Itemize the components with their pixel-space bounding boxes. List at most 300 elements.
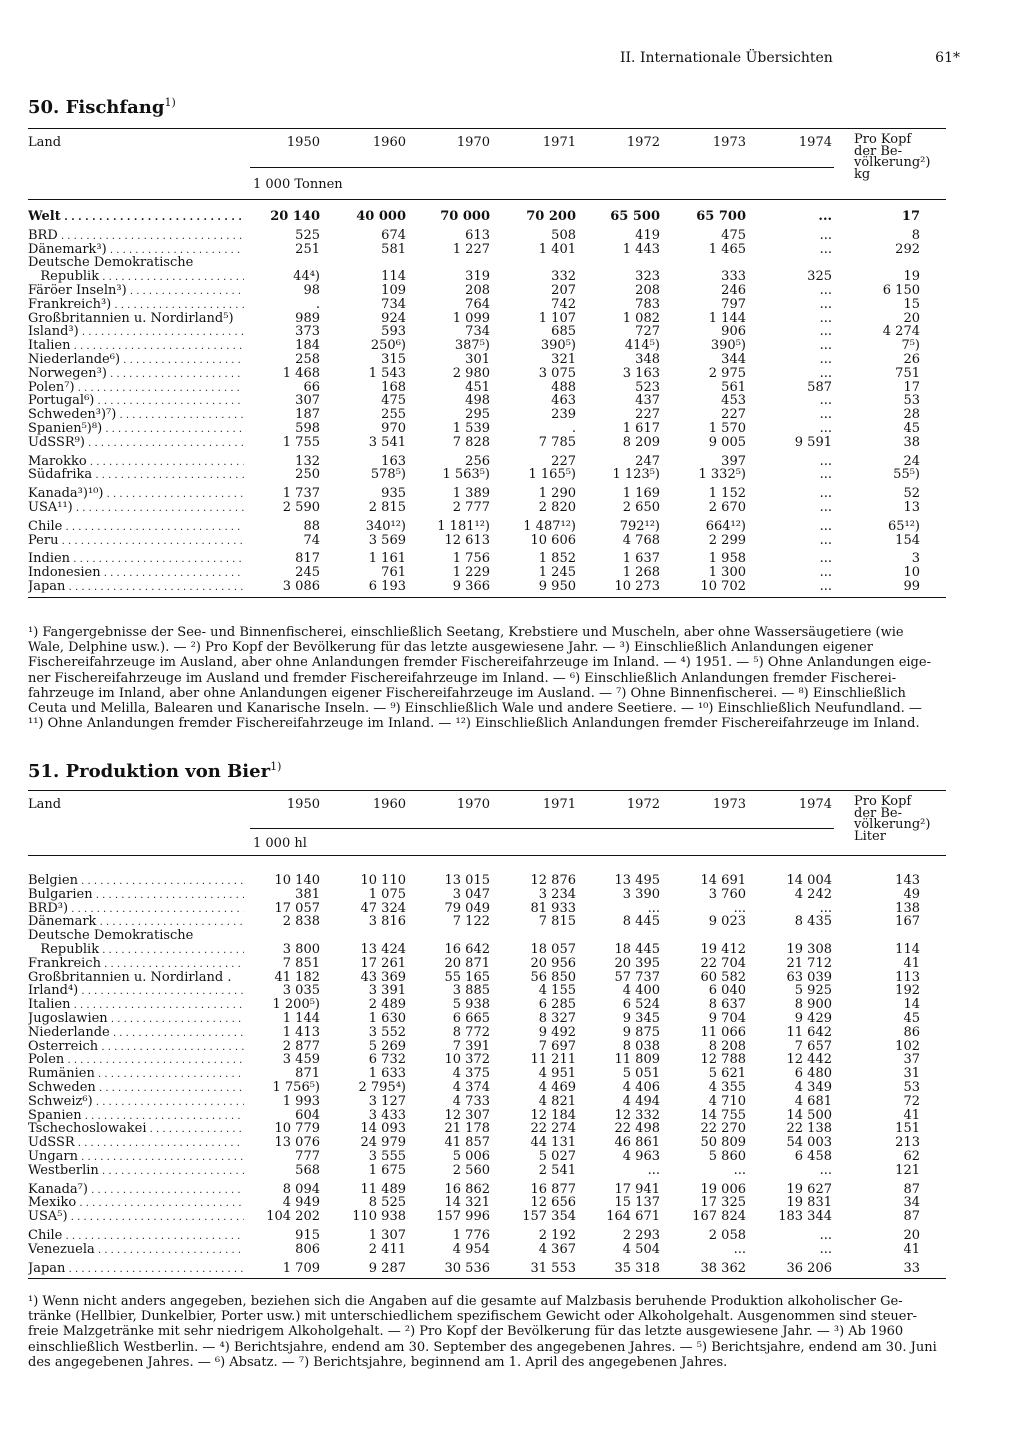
cell-land: Belgien . . . [28,874,244,889]
cell-value: 734 [465,324,490,340]
cell-value: 2 411 [368,1241,406,1257]
cell-value: ... [819,324,832,340]
cell-value: 685 [551,324,576,340]
cell-value: 1 401 [538,241,576,257]
cell-value: 14 321 [444,1195,490,1211]
cell-value: 7 391 [452,1038,490,1054]
cell-land: Schweden³)⁷) . . . [28,408,244,423]
cell-value: 239 [551,407,576,423]
cell-land: Großbritannien u. Nordirland⁵) [28,311,234,326]
cell-value: 4 768 [622,532,660,548]
cell-prokopf: 143 [895,873,920,888]
beer-rows [28,874,946,1279]
footnote-line: einschließlich Westberlin. — ⁴) Berichtsjahre, endend am 30. September des angegebenen Jahres. — ⁵) Berichtsjahre, endend am 30. Juni [28,1339,937,1355]
cell-value: 498 [465,393,490,409]
cell-value: 3 075 [538,365,576,381]
cell-land: UdSSR . . . [28,1136,244,1151]
cell-value: 13 015 [444,873,490,888]
cell-value: 70 200 [526,209,576,224]
cell-value: 8 637 [708,997,746,1013]
table-row [28,1067,946,1081]
cell-value: 11 809 [614,1052,660,1068]
cell-value: 2 877 [282,1038,320,1054]
footnote-line: des angegebenen Jahres. — ⁶) Absatz. — ⁷) Berichtsjahre, beginnend am 1. April des angegebenen Jahres. [28,1354,728,1370]
cell-land: Großbritannien u. Nordirland . [28,970,232,985]
cell-value: 797 [721,296,746,312]
cell-value: 1 290 [538,486,576,502]
cell-land: Italien . . . [28,339,244,354]
cell-land: Jugoslawien . . . [28,1012,244,1027]
cell-value: 508 [551,227,576,243]
cell-value: 4 733 [452,1093,490,1109]
cell-value: 604 [295,1107,320,1123]
cell-land: Republik . . . [28,943,244,958]
cell-value: 792¹²) [619,518,660,534]
cell-value: 36 206 [786,1260,832,1276]
cell-value: 1 075 [368,886,406,902]
cell-prokopf: 17 [903,379,920,395]
fish-unit: 1 000 Tonnen [253,177,343,192]
cell-value: 1 737 [282,486,320,502]
cell-value: 381 [295,886,320,902]
cell-land: Frankreich . . . [28,957,244,972]
cell-value: 2 670 [708,499,746,515]
cell-value: 1 227 [452,241,490,257]
cell-value: ... [819,338,832,354]
cell-prokopf: 4 274 [882,324,920,340]
cell-value: 7 815 [538,914,576,930]
cell-value: 1 332⁵) [698,467,746,483]
col-header-year: 1960 [372,797,406,812]
cell-value: 1 443 [622,241,660,257]
cell-value: 10 702 [700,578,746,594]
cell-land: Spanien . . . [28,1109,244,1124]
table-row [28,971,946,985]
cell-value: 1 152 [708,486,746,502]
cell-prokopf: 20 [903,1227,920,1243]
footnote-line: ¹¹) Ohne Anlandungen fremder Fischereifahrzeuge im Inland. — ¹²) Einschließlich Anlandungen fremder Fischereifahrzeuge im Inland. [28,716,920,732]
cell-value: 258 [295,351,320,367]
fish-table-title: 50. Fischfang$^{1)}$ [28,96,176,118]
cell-prokopf: 751 [895,365,920,381]
table-row [28,1109,946,1123]
beer-table-header [28,790,946,856]
running-header: II. Internationale Übersichten [620,50,833,66]
cell-value: 2 980 [452,365,490,381]
cell-value: ... [819,467,832,483]
cell-value: 7 122 [452,914,490,930]
cell-land: BRD . . . [28,229,244,244]
header-rule [250,828,834,829]
cell-value: 247 [635,453,660,469]
cell-prokopf: 62 [903,1148,920,1164]
cell-value: 81 933 [530,900,576,916]
cell-land: Japan . . . [28,580,244,595]
cell-prokopf: 65¹²) [887,518,920,534]
cell-value: 1 563⁵) [442,467,490,483]
beer-footnotes [28,1294,952,1370]
beer-unit-pk: Liter [854,828,886,844]
cell-value: 1 958 [708,551,746,567]
cell-value: 1 465 [708,241,746,257]
cell-value: 20 956 [530,955,576,971]
cell-value: 245 [295,565,320,581]
cell-value: 323 [635,269,660,285]
cell-value: 2 192 [538,1227,576,1243]
cell-value: 17 057 [274,900,320,916]
cell-value: 2 838 [282,914,320,930]
cell-value: 168 [381,379,406,395]
cell-value: 24 979 [360,1135,406,1151]
cell-value: 475 [721,227,746,243]
cell-value: 255 [381,407,406,423]
cell-value: 110 938 [352,1209,406,1225]
cell-land: Frankreich³) . . . [28,298,244,313]
cell-value: 1 630 [368,1010,406,1026]
table-row [28,501,946,515]
cell-value: 9 287 [368,1260,406,1276]
cell-prokopf: 7⁵) [901,338,920,354]
cell-value: 4 406 [622,1079,660,1095]
cell-value: 1 539 [452,420,490,436]
cell-value: 523 [635,379,660,395]
table-row [28,1026,946,1040]
cell-value: 54 003 [786,1135,832,1151]
col-header-year: 1971 [542,135,576,150]
cell-value: 50 809 [700,1135,746,1151]
table-row [28,422,946,436]
col-header-year: 1970 [456,135,490,150]
cell-value: 104 202 [266,1209,320,1225]
cell-land: Welt . . . [28,210,244,225]
cell-value: 63 039 [786,969,832,985]
table-row [28,1122,946,1136]
cell-value: 1 776 [452,1227,490,1243]
cell-value: 12 788 [700,1052,746,1068]
cell-prokopf: 102 [895,1038,920,1054]
cell-value: 414⁵) [624,338,660,354]
cell-land: Republik . . . [28,270,244,285]
cell-value: 22 270 [700,1121,746,1137]
cell-prokopf: 55⁵) [893,467,920,483]
cell-prokopf: 99 [903,578,920,594]
cell-value: 598 [295,420,320,436]
cell-value: 10 372 [444,1052,490,1068]
cell-value: 1 144 [708,310,746,326]
table-row [28,534,946,548]
cell-land: Island³) . . . [28,325,244,340]
cell-prokopf: 38 [903,434,920,450]
cell-value: 250 [295,467,320,483]
cell-value: 12 184 [530,1107,576,1123]
cell-value: 8 038 [622,1038,660,1054]
cell-value: ... [819,1162,832,1178]
cell-value: 5 006 [452,1148,490,1164]
cell-value: 22 274 [530,1121,576,1137]
cell-land: Niederlande⁶) . . . [28,353,244,368]
cell-value: ... [819,241,832,257]
cell-value: 935 [381,486,406,502]
cell-value: 344 [721,351,746,367]
table-row [28,1243,946,1257]
cell-value: 41 182 [274,969,320,985]
cell-land: Kanada³)¹⁰) . . . [28,487,244,502]
cell-value: ... [733,900,746,916]
cell-value: 12 442 [786,1052,832,1068]
cell-prokopf: 86 [903,1024,920,1040]
col-header-year: 1950 [286,135,320,150]
cell-value: 1 161 [368,551,406,567]
cell-value: 390⁵) [710,338,746,354]
table-row [28,353,946,367]
cell-value: 4 963 [622,1148,660,1164]
table-row [28,436,946,450]
cell-value: 3 885 [452,983,490,999]
footnote-line: Fischereifahrzeuge im Ausland, aber ohne Anlandungen fremder Fischereifahrzeuge im Inland. — ⁴) 1951. — ⁵) Ohne Anlandungen eige- [28,655,931,671]
cell-value: 924 [381,310,406,326]
col-header-year: 1950 [286,797,320,812]
cell-value: 3 390 [622,886,660,902]
cell-value: 8 094 [282,1181,320,1197]
cell-value: 18 445 [614,941,660,957]
cell-value: 98 [303,282,320,298]
cell-value: 65 500 [610,209,660,224]
cell-value: 227 [721,407,746,423]
cell-land: Mexiko . . . [28,1196,244,1211]
footnote-line: ¹) Wenn nicht anders angegeben, beziehen sich die Angaben auf die gesamte auf Malzbasis beruhende Produktion alkoholischer Ge- [28,1294,903,1309]
cell-value: 11 066 [700,1024,746,1040]
cell-value: 4 681 [794,1093,832,1109]
table-row [28,1053,946,1067]
cell-value: 10 110 [360,873,406,888]
cell-value: 295 [465,407,490,423]
cell-value: 4 155 [538,983,576,999]
cell-prokopf: 53 [903,1079,920,1095]
cell-value: 60 582 [700,969,746,985]
cell-land: Spanien⁵)⁸) . . . [28,422,244,437]
cell-value: 906 [721,324,746,340]
cell-prokopf: 33 [903,1260,920,1276]
footnote-line: freie Malzgetränke mit sehr niedrigem Alkoholgehalt. — ²) Pro Kopf der Bevölkerung für das letzte ausgewiesene Jahr. — ³) Ab 1960 [28,1324,904,1340]
cell-value: 3 555 [368,1148,406,1164]
cell-value: 1 709 [282,1260,320,1276]
cell-value: 208 [465,282,490,298]
col-header-land: Land [28,135,62,150]
table-end-rule [28,597,946,598]
cell-prokopf: 17 [901,209,920,224]
cell-value: 13 495 [614,873,660,888]
table-row [28,229,946,243]
col-header-prokopf: Pro Kopf der Be- völkerung²) Liter [854,796,946,842]
cell-value: 1 633 [368,1066,406,1082]
cell-value: 14 755 [700,1107,746,1123]
cell-value: 7 657 [794,1038,832,1054]
cell-value: ... [819,578,832,594]
cell-land: Deutsche Demokratische [28,929,194,944]
cell-land: Japan . . . [28,1262,244,1277]
cell-value: 167 824 [692,1209,746,1225]
cell-value: 11 489 [360,1181,406,1197]
cell-value: 19 412 [700,941,746,957]
cell-value: 307 [295,393,320,409]
cell-value: 11 642 [786,1024,832,1040]
cell-land: Ungarn . . . [28,1150,244,1165]
table-row [28,270,946,284]
table-row [28,243,946,257]
table-row [28,1210,946,1224]
cell-value: ... [733,1162,746,1178]
cell-value: 348 [635,351,660,367]
cell-value: ... [647,900,660,916]
cell-value: 5 860 [708,1148,746,1164]
cell-value: ... [819,1227,832,1243]
header-rule [250,167,834,168]
cell-value: 321 [551,351,576,367]
fish-rows [28,210,946,598]
cell-value: 1 755 [282,434,320,450]
cell-value: 340¹²) [365,518,406,534]
table-row [28,984,946,998]
cell-value: ... [819,453,832,469]
cell-value: 208 [635,282,660,298]
cell-value: 419 [635,227,660,243]
cell-value: 989 [295,310,320,326]
cell-value: ... [819,486,832,502]
cell-value: 2 795⁴) [358,1079,406,1095]
cell-value: 6 040 [708,983,746,999]
cell-prokopf: 154 [895,532,920,548]
cell-prokopf: 19 [903,269,920,285]
cell-land: Marokko . . . [28,455,244,470]
cell-land: Kanada⁷) . . . [28,1183,244,1198]
cell-prokopf: 213 [895,1135,920,1151]
cell-value: 10 140 [274,873,320,888]
cell-value: 5 938 [452,997,490,1013]
cell-value: 3 035 [282,983,320,999]
cell-prokopf: 3 [911,551,920,567]
cell-value: 250⁶) [370,338,406,354]
table-row [28,943,946,957]
cell-value: 9 429 [794,1010,832,1026]
fish-table-header [28,128,946,200]
cell-value: 44 131 [530,1135,576,1151]
cell-prokopf: 34 [903,1195,920,1211]
cell-prokopf: 26 [903,351,920,367]
cell-value: 463 [551,393,576,409]
cell-value: 525 [295,227,320,243]
cell-value: 3 541 [368,434,406,450]
cell-value: 561 [721,379,746,395]
cell-prokopf: 14 [903,997,920,1013]
cell-value: 35 318 [614,1260,660,1276]
table-row [28,888,946,902]
table-row [28,1196,946,1210]
cell-value: 74 [303,532,320,548]
cell-value: 1 169 [622,486,660,502]
cell-value: 7 697 [538,1038,576,1054]
col-header-year: 1973 [712,797,746,812]
footnote-line: ner Fischereifahrzeuge im Ausland und fremder Fischereifahrzeuge im Inland. — ⁶) Einschließlich Anlandungen fremder Fischerei- [28,670,897,686]
cell-value: 46 861 [614,1135,660,1151]
cell-value: 30 536 [444,1260,490,1276]
cell-value: 12 332 [614,1107,660,1123]
cell-value: 11 211 [530,1052,576,1068]
cell-value: 8 525 [368,1195,406,1211]
cell-prokopf: 138 [895,900,920,916]
cell-value: 578⁵) [370,467,406,483]
cell-value: 3 800 [282,941,320,957]
cell-value: 3 552 [368,1024,406,1040]
cell-value: 451 [465,379,490,395]
cell-value: 301 [465,351,490,367]
table-row [28,1081,946,1095]
cell-value: 2 777 [452,499,490,515]
cell-value: 1 852 [538,551,576,567]
cell-value: 10 273 [614,578,660,594]
cell-land: Norwegen³) . . . [28,367,244,382]
cell-value: 6 193 [368,578,406,594]
table-row [28,284,946,298]
cell-land: Färöer Inseln³) . . . [28,284,244,299]
cell-prokopf: 41 [903,1107,920,1123]
table-row [28,408,946,422]
cell-value: 1 300 [708,565,746,581]
cell-value: 3 086 [282,578,320,594]
cell-value: 806 [295,1241,320,1257]
cell-prokopf: 45 [903,1010,920,1026]
fish-table [28,128,946,598]
cell-value: 5 925 [794,983,832,999]
cell-value: 1 165⁵) [528,467,576,483]
cell-value: 4 349 [794,1079,832,1095]
cell-value: . [571,420,576,436]
cell-prokopf: 15 [903,296,920,312]
cell-prokopf: 52 [903,486,920,502]
cell-value: 742 [551,296,576,312]
cell-value: ... [819,296,832,312]
cell-value: 5 269 [368,1038,406,1054]
cell-value: 2 058 [708,1227,746,1243]
cell-value: 1 487¹²) [523,518,576,534]
cell-value: 915 [295,1227,320,1243]
cell-value: 114 [381,269,406,285]
cell-value: 332 [551,269,576,285]
table-row [28,1229,946,1243]
cell-value: 1 617 [622,420,660,436]
cell-value: 664¹²) [705,518,746,534]
cell-value: 970 [381,420,406,436]
cell-value: 3 391 [368,983,406,999]
cell-value: 871 [295,1066,320,1082]
cell-value: 3 047 [452,886,490,902]
cell-value: 315 [381,351,406,367]
cell-value: 8 900 [794,997,832,1013]
cell-value: 2 820 [538,499,576,515]
cell-value: 1 082 [622,310,660,326]
table-row [28,325,946,339]
cell-value: 22 138 [786,1121,832,1137]
cell-value: 4 367 [538,1241,576,1257]
cell-value: 47 324 [360,900,406,916]
cell-value: 9 005 [708,434,746,450]
cell-value: 734 [381,296,406,312]
cell-value: 2 590 [282,499,320,515]
cell-value: 6 458 [794,1148,832,1164]
cell-prokopf: 31 [903,1066,920,1082]
cell-value: 17 325 [700,1195,746,1211]
cell-value: 1 099 [452,310,490,326]
cell-value: 777 [295,1148,320,1164]
